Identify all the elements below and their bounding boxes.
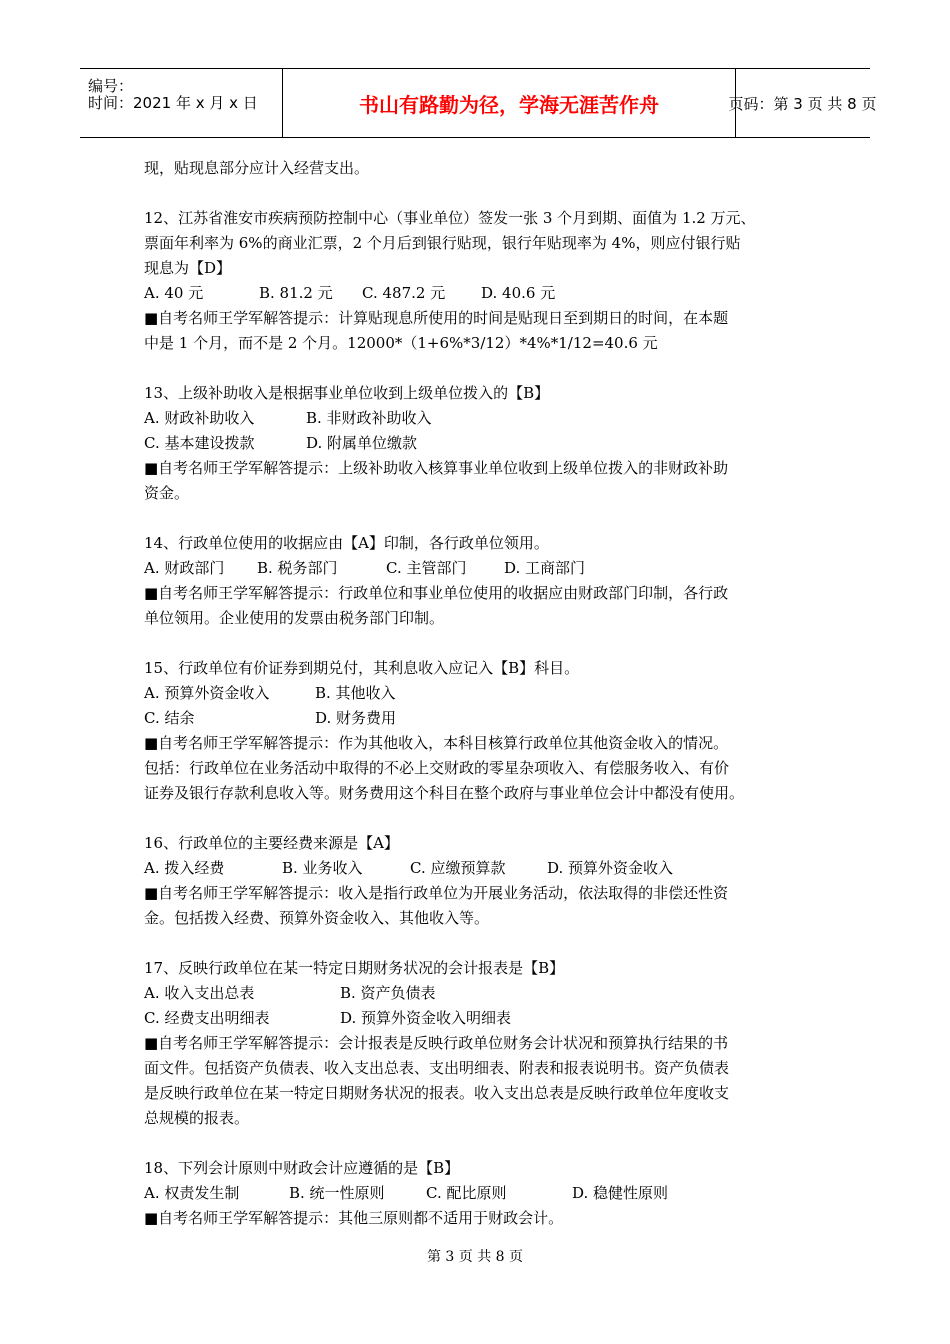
text-line: 现息为【D】	[144, 259, 232, 277]
text-line: 13、上级补助收入是根据事业单位收到上级单位拨入的【B】	[144, 384, 550, 402]
text-line: ■自考名师王学军解答提示：会计报表是反映行政单位财务会计状况和预算执行结果的书	[144, 1034, 729, 1052]
text-line: 包括：行政单位在业务活动中取得的不必上交财政的零星杂项收入、有偿服务收入、有价	[144, 759, 730, 777]
header-page-number: 页码：第 3 页 共 8 页	[728, 94, 877, 113]
answer-option: C. 配比原则	[426, 1184, 507, 1202]
header-motto: 书山有路勤为径，学海无涯苦作舟	[282, 69, 736, 137]
answer-option: C. 经费支出明细表	[144, 1009, 270, 1027]
text-line: 现，贴现息部分应计入经营支出。	[144, 159, 370, 177]
answer-option: C. 487.2 元	[362, 284, 446, 302]
answer-option: B. 业务收入	[282, 859, 363, 877]
text-line: 15、行政单位有价证券到期兑付，其利息收入应记入【B】科目。	[144, 659, 580, 677]
answer-option: C. 基本建设拨款	[144, 434, 255, 452]
answer-option: D. 预算外资金收入明细表	[340, 1009, 512, 1027]
text-line: 面文件。包括资产负债表、收入支出总表、支出明细表、附表和报表说明书。资产负债表	[144, 1059, 730, 1077]
answer-option: B. 非财政补助收入	[306, 409, 432, 427]
text-line: ■自考名师王学军解答提示：行政单位和事业单位使用的收据应由财政部门印制，各行政	[144, 584, 729, 602]
text-line: 证券及银行存款利息收入等。财务费用这个科目在整个政府与事业单位会计中都没有使用。	[144, 784, 745, 802]
text-line: 12、江苏省淮安市疾病预防控制中心（事业单位）签发一张 3 个月到期、面值为 1.2 万元、	[144, 209, 756, 227]
document-body	[144, 156, 814, 1231]
options-row	[144, 281, 814, 306]
options-row	[144, 556, 814, 581]
answer-option: B. 资产负债表	[340, 984, 436, 1002]
answer-option: A. 收入支出总表	[144, 984, 255, 1002]
answer-option: B. 其他收入	[315, 684, 396, 702]
page-header	[80, 68, 877, 138]
paragraph-gap	[144, 806, 814, 831]
text-line: ■自考名师王学军解答提示：作为其他收入，本科目核算行政单位其他资金收入的情况。	[144, 734, 729, 752]
text-line: 资金。	[144, 484, 190, 502]
doc-code-label: 编号：	[88, 77, 134, 95]
answer-option: B. 税务部门	[257, 559, 338, 577]
text-line: 17、反映行政单位在某一特定日期财务状况的会计报表是【B】	[144, 959, 565, 977]
answer-option: C. 主管部门	[386, 559, 467, 577]
paragraph-gap	[144, 1131, 814, 1156]
paragraph-gap	[144, 631, 814, 656]
options-row	[144, 406, 814, 431]
answer-option: D. 工商部门	[504, 559, 586, 577]
header-meta	[80, 69, 282, 137]
text-line: 票面年利率为 6%的商业汇票，2 个月后到银行贴现，银行年贴现率为 4%，则应付银行贴	[144, 234, 741, 252]
options-row	[144, 981, 814, 1006]
options-row	[144, 431, 814, 456]
paragraph-gap	[144, 356, 814, 381]
options-row	[144, 1006, 814, 1031]
text-line: 18、下列会计原则中财政会计应遵循的是【B】	[144, 1159, 460, 1177]
text-line: 中是 1 个月，而不是 2 个月。12000*（1+6%*3/12）*4%*1/12=40.6 元	[144, 334, 658, 352]
doc-date-label: 时间：2021 年 x 月 x 日	[88, 94, 258, 112]
text-line: ■自考名师王学军解答提示：收入是指行政单位为开展业务活动，依法取得的非偿还性资	[144, 884, 729, 902]
answer-option: A. 财政补助收入	[144, 409, 255, 427]
answer-option: C. 结余	[144, 709, 195, 727]
answer-option: C. 应缴预算款	[410, 859, 506, 877]
text-line: ■自考名师王学军解答提示：上级补助收入核算事业单位收到上级单位拨入的非财政补助	[144, 459, 729, 477]
page-footer: 第 3 页 共 8 页	[426, 1249, 524, 1265]
options-row	[144, 681, 814, 706]
answer-option: B. 统一性原则	[289, 1184, 385, 1202]
paragraph-gap	[144, 506, 814, 531]
text-line: 金。包括拨入经费、预算外资金收入、其他收入等。	[144, 909, 490, 927]
answer-option: A. 财政部门	[144, 559, 225, 577]
answer-option: B. 81.2 元	[259, 284, 333, 302]
options-row	[144, 856, 814, 881]
text-line: 单位领用。企业使用的发票由税务部门印制。	[144, 609, 445, 627]
answer-option: A. 权责发生制	[144, 1184, 240, 1202]
answer-option: D. 40.6 元	[481, 284, 556, 302]
options-row	[144, 706, 814, 731]
text-line: 16、行政单位的主要经费来源是【A】	[144, 834, 399, 852]
text-line: 是反映行政单位在某一特定日期财务状况的报表。收入支出总表是反映行政单位年度收支	[144, 1084, 730, 1102]
text-line: 总规模的报表。	[144, 1109, 250, 1127]
answer-option: A. 40 元	[144, 284, 204, 302]
answer-option: D. 稳健性原则	[572, 1184, 669, 1202]
answer-option: D. 财务费用	[315, 709, 397, 727]
text-line: ■自考名师王学军解答提示：其他三原则都不适用于财政会计。	[144, 1209, 564, 1227]
text-line: ■自考名师王学军解答提示：计算贴现息所使用的时间是贴现日至到期日的时间，在本题	[144, 309, 729, 327]
paragraph-gap	[144, 181, 814, 206]
answer-option: A. 预算外资金收入	[144, 684, 270, 702]
answer-option: D. 预算外资金收入	[547, 859, 674, 877]
text-line: 14、行政单位使用的收据应由【A】印制，各行政单位领用。	[144, 534, 549, 552]
answer-option: A. 拨入经费	[144, 859, 225, 877]
answer-option: D. 附属单位缴款	[306, 434, 418, 452]
paragraph-gap	[144, 931, 814, 956]
options-row	[144, 1181, 814, 1206]
